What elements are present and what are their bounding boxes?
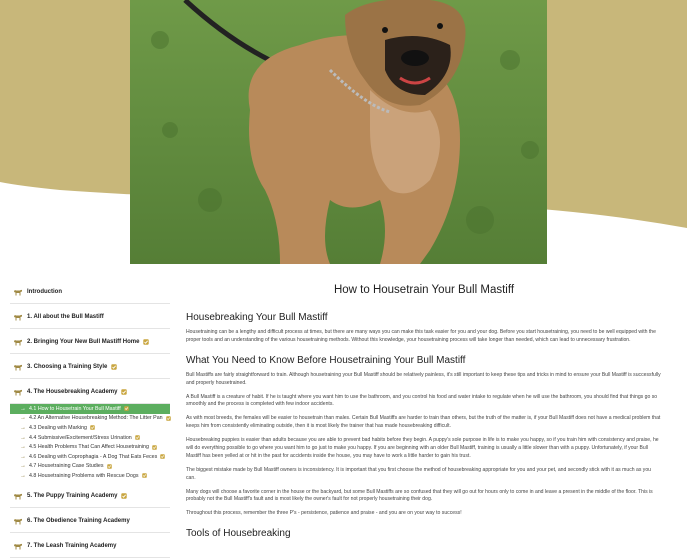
checkbox-checked-icon bbox=[90, 425, 95, 430]
sidebar-lesson-item[interactable] bbox=[10, 433, 170, 443]
sidebar-section-label: 6. The Obedience Training Academy bbox=[27, 517, 130, 524]
paragraph: The biggest mistake made by Bull Mastiff owners is inconsistency. It is important that you first choose the method of housebreaking appropriate for you and your pet, and secondly stick with it as much as you can. bbox=[186, 466, 651, 481]
dog-icon bbox=[13, 338, 23, 346]
sidebar-lesson-label: 4.1 How to Housetrain Your Bull Mastiff bbox=[29, 405, 121, 412]
sidebar-section-label: 2. Bringing Your New Bull Mastiff Home bbox=[27, 339, 140, 345]
paragraph: As with most breeds, the females will be easier to housetrain than males. Certain Bull Mastiffs are harder to train than others, but the truth of the matter is, if your Bull Mastiff does not have a medical problem that keeps him from consistently eliminating outside, then it is most likely the trainer that has made housebreaking difficult. bbox=[186, 415, 661, 430]
dog-icon bbox=[13, 492, 23, 500]
sidebar-lesson-label: 4.7 Housetraining Case Studies bbox=[29, 463, 104, 470]
paragraph: Bull Mastiffs are fairly straightforward to train. Although housetraining your Bull Mastiff should be relatively painless, it's still important to keep these tips and tricks in mind to ensure your Bull Mastiff is successfully and properly housetrained. bbox=[186, 371, 661, 386]
sidebar-lesson-label: 4.6 Dealing with Coprophagia - A Dog That Eats Feces bbox=[29, 453, 158, 460]
checkbox-checked-icon bbox=[124, 406, 129, 411]
paragraph: Housetraining can be a lengthy and difficult process at times, but there are many ways you can make this task easier for you and your dog. Before you start housetraining, you need to be well equipped with the proper tools and an understanding of the various housetraining methods. Without this knowledge, your housetraining process will take longer than needed, which can lead to unnecessary frustration. bbox=[186, 329, 656, 343]
course-sidebar bbox=[10, 281, 170, 560]
hero-dog-photo bbox=[130, 0, 547, 264]
checkbox-checked-icon bbox=[152, 445, 157, 450]
arrow-right-icon: → bbox=[20, 405, 26, 412]
sidebar-lesson-item[interactable] bbox=[10, 452, 170, 462]
sidebar-lesson-item[interactable] bbox=[10, 462, 170, 472]
dog-icon bbox=[13, 388, 23, 396]
arrow-right-icon: → bbox=[20, 453, 26, 460]
sidebar-section-label: 1. All about the Bull Mastiff bbox=[27, 314, 104, 320]
checkbox-checked-icon bbox=[121, 493, 127, 499]
checkbox-checked-icon bbox=[121, 389, 127, 395]
sidebar-section[interactable] bbox=[10, 381, 170, 404]
sidebar-section[interactable] bbox=[10, 510, 170, 533]
heading-what-you-need-to-know: What You Need to Know Before Housetraining Your Bull Mastiff bbox=[186, 354, 466, 366]
sidebar-section-label: 5. The Puppy Training Academy bbox=[27, 492, 118, 499]
sidebar-section[interactable] bbox=[10, 281, 170, 304]
sidebar-lesson-label: 4.4 Submissive/Excitement/Stress Urination bbox=[29, 434, 132, 441]
paragraph: Many dogs will choose a favorite corner in the house or the backyard, but some Bull Mastiffs are so confused that they will go out for hours only to come in and leave a present in the middle of the floor. This is probably not the Bull Mastiff's fault and is most likely the owner's fault for not properly housetraining their dog. bbox=[186, 488, 653, 503]
sidebar-lesson-item[interactable] bbox=[10, 442, 170, 452]
sidebar-section-label: Introduction bbox=[27, 289, 62, 295]
arrow-right-icon: → bbox=[20, 434, 26, 441]
sidebar-lesson-item[interactable] bbox=[10, 471, 170, 481]
paragraph: Throughout this process, remember the three P's - persistence, patience and praise - and you are on your way to success! bbox=[186, 510, 462, 517]
arrow-right-icon: → bbox=[20, 415, 26, 422]
sidebar-lesson-item[interactable] bbox=[10, 404, 170, 414]
dog-icon bbox=[13, 517, 23, 525]
sidebar-section[interactable] bbox=[10, 535, 170, 558]
arrow-right-icon: → bbox=[20, 472, 26, 479]
sidebar-lesson-label: 4.5 Health Problems That Can Affect Housetraining bbox=[29, 444, 149, 451]
sidebar-lesson-item[interactable] bbox=[10, 423, 170, 433]
paragraph: Housebreaking puppies is easier than adults because you are able to prevent bad habits before they begin. A puppy's sole purpose in life is to make you happy, so if you train him with consistency and praise, he will do everything possible to go where you want him to go just to make you happy. If you are beginning with an older Bull Mastiff, training is usually a little slower than with a puppy. Unfortunately, if your Bull Mastiff has been yelled at or hit in the past for accidents inside the house, you may have to work a little harder to gain his trust. bbox=[186, 437, 659, 459]
dog-icon bbox=[13, 313, 23, 321]
arrow-right-icon: → bbox=[20, 463, 26, 470]
checkbox-checked-icon bbox=[160, 454, 165, 459]
paragraph: A Bull Mastiff is a creature of habit. If he is taught where you want him to use the bathroom, and you control his food and water intake to regulate when he will use the bathroom, you should find that things go so smoothly and the process is completed with few indoor accidents. bbox=[186, 393, 658, 408]
dog-icon bbox=[13, 363, 23, 371]
checkbox-checked-icon bbox=[135, 435, 140, 440]
sidebar-lesson-item[interactable] bbox=[10, 414, 170, 424]
heading-tools: Tools of Housebreaking bbox=[186, 528, 291, 540]
sidebar-lesson-label: 4.8 Housetraining Problems with Rescue Dogs bbox=[29, 472, 139, 479]
sidebar-lesson-label: 4.2 An Alternative Housebreaking Method: The Litter Pan bbox=[29, 415, 163, 422]
checkbox-checked-icon bbox=[107, 464, 112, 469]
page-title: How to Housetrain Your Bull Mastiff bbox=[333, 284, 515, 296]
main-article bbox=[186, 278, 662, 545]
heading-housebreaking: Housebreaking Your Bull Mastiff bbox=[186, 312, 328, 323]
checkbox-checked-icon bbox=[166, 416, 171, 421]
sidebar-section-label: 4. The Housebreaking Academy bbox=[27, 389, 118, 395]
checkbox-checked-icon bbox=[143, 339, 149, 345]
sidebar-section-label: 3. Choosing a Training Style bbox=[27, 364, 108, 370]
dog-icon bbox=[13, 288, 23, 296]
sidebar-lesson-label: 4.3 Dealing with Marking bbox=[29, 424, 87, 431]
arrow-right-icon: → bbox=[20, 444, 26, 451]
arrow-right-icon: → bbox=[20, 424, 26, 431]
sidebar-section[interactable] bbox=[10, 331, 170, 354]
sidebar-section[interactable] bbox=[10, 306, 170, 329]
sidebar-section-label: 7. The Leash Training Academy bbox=[27, 542, 117, 549]
checkbox-checked-icon bbox=[142, 473, 147, 478]
checkbox-checked-icon bbox=[111, 364, 117, 370]
sidebar-section[interactable] bbox=[10, 485, 170, 508]
lesson-list bbox=[10, 404, 170, 481]
sidebar-section[interactable] bbox=[10, 356, 170, 379]
